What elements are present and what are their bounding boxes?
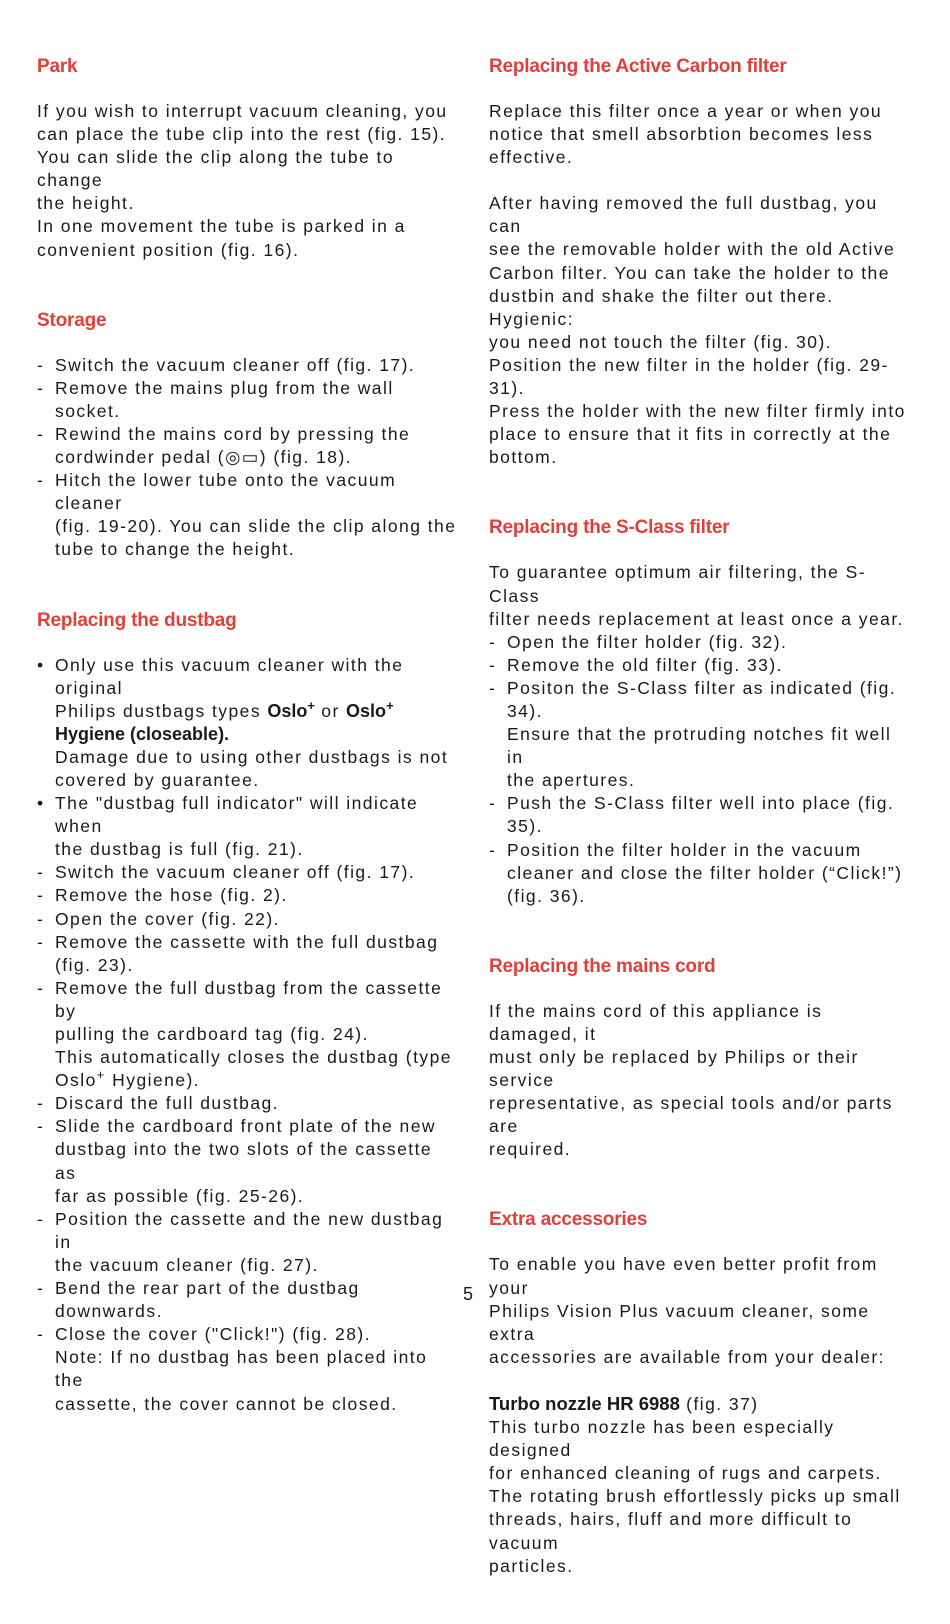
- list-item: [489, 839, 914, 908]
- dash-marker: -: [37, 1208, 45, 1229]
- storage-list: [37, 354, 457, 562]
- park-body: [37, 100, 457, 262]
- dash-marker: -: [489, 839, 497, 860]
- list-item: [37, 469, 457, 561]
- carbon-heading: Replacing the Active Carbon filter: [489, 56, 787, 77]
- paragraph-line: notice that smell absorbtion becomes less: [489, 124, 874, 145]
- list-item-text: Positon the S-Class filter as indicated (fig. 34).: [507, 677, 897, 721]
- list-item: [37, 884, 457, 907]
- park-line: convenient position (fig. 16).: [37, 239, 300, 260]
- dash-marker: -: [37, 1093, 45, 1114]
- list-item-text: cleaner and close the filter holder (“Click!”): [507, 862, 903, 883]
- list-item-text: Discard the full dustbag.: [55, 1093, 279, 1114]
- paragraph-line: accessories are available from your dealer:: [489, 1346, 885, 1367]
- list-item: [37, 931, 457, 977]
- list-item-text: Position the cassette and the new dustbag in: [55, 1208, 444, 1252]
- list-item-text: the dustbag is full (fig. 21).: [55, 839, 304, 860]
- dash-marker: -: [37, 862, 45, 883]
- product-name: Oslo+: [346, 697, 394, 721]
- paragraph-line: filter needs replacement at least once a year.: [489, 608, 904, 629]
- dash-marker: -: [489, 654, 497, 675]
- list-item: [37, 908, 457, 931]
- list-item: [489, 654, 914, 677]
- list-item-text: tube to change the height.: [55, 539, 296, 560]
- left-column: [37, 54, 457, 1462]
- product-name: Hygiene (closeable).: [55, 723, 230, 744]
- paragraph-line: place to ensure that it fits in correctly at the: [489, 424, 892, 445]
- paragraph-line: representative, as special tools and/or parts are: [489, 1093, 893, 1137]
- paragraph-line: for enhanced cleaning of rugs and carpets.: [489, 1463, 882, 1484]
- park-line: You can slide the clip along the tube to change: [37, 147, 395, 191]
- list-item-text: [55, 723, 457, 746]
- turbo-nozzle-title: Turbo nozzle HR 6988 (fig. 37): [489, 1392, 759, 1414]
- sclass-section: [489, 515, 914, 907]
- dash-marker: -: [37, 908, 45, 929]
- park-line: In one movement the tube is parked in a: [37, 216, 406, 237]
- list-item: [37, 1115, 457, 1207]
- list-item-text: Push the S-Class filter well into place (fig. 35).: [507, 793, 895, 837]
- list-item-text: The "dustbag full indicator" will indicate when: [55, 793, 419, 837]
- list-item: [489, 677, 914, 792]
- dash-marker: -: [37, 1116, 45, 1137]
- bullet-marker: •: [37, 793, 45, 814]
- product-name: Oslo+: [267, 697, 315, 721]
- list-item: [37, 1208, 457, 1277]
- dustbag-section: [37, 608, 457, 1416]
- dash-marker: -: [37, 354, 45, 375]
- list-item-text: Philips dustbags types Oslo+ or Oslo+: [55, 697, 394, 721]
- list-item: [37, 354, 457, 377]
- sclass-heading: Replacing the S-Class filter: [489, 517, 730, 539]
- dash-marker: -: [489, 677, 497, 698]
- park-line: If you wish to interrupt vacuum cleaning, you: [37, 101, 448, 121]
- list-item: [489, 792, 914, 838]
- dash-marker: -: [37, 931, 45, 952]
- paragraph-line: If the mains cord of this appliance is damaged, it: [489, 1000, 823, 1044]
- list-item-text: dustbag into the two slots of the cassette as: [55, 1139, 433, 1183]
- list-item-text: Close the cover ("Click!") (fig. 28).: [55, 1324, 372, 1345]
- paragraph-gap: [489, 1369, 914, 1392]
- list-item: [489, 631, 914, 654]
- paragraph-line: required.: [489, 1139, 572, 1160]
- paragraph-line: This turbo nozzle has been especially designed: [489, 1417, 835, 1461]
- list-item-text: cassette, the cover cannot be closed.: [55, 1393, 398, 1414]
- list-item-text: Ensure that the protruding notches fit well in: [507, 724, 892, 768]
- list-item-text: Open the cover (fig. 22).: [55, 908, 280, 929]
- list-item-text: the vacuum cleaner (fig. 27).: [55, 1254, 319, 1275]
- extra-section: [489, 1207, 914, 1577]
- list-item: [37, 792, 457, 861]
- dash-marker: -: [37, 470, 45, 491]
- list-item-text: the apertures.: [507, 770, 636, 791]
- list-item-text: Remove the hose (fig. 2).: [55, 885, 288, 906]
- extra-heading: Extra accessories: [489, 1209, 648, 1231]
- extra-body: [489, 1253, 914, 1577]
- list-item-text: Remove the old filter (fig. 33).: [507, 654, 783, 675]
- mains-body: [489, 1000, 914, 1162]
- dustbag-heading: Replacing the dustbag: [37, 609, 237, 631]
- list-item-text: Slide the cardboard front plate of the new: [55, 1116, 436, 1137]
- park-section: [37, 54, 457, 262]
- paragraph-line: effective.: [489, 147, 574, 168]
- list-item-text: Switch the vacuum cleaner off (fig. 17).: [55, 862, 416, 883]
- list-item: [37, 654, 457, 793]
- list-item-text: Only use this vacuum cleaner with the original: [55, 654, 404, 698]
- list-item: [37, 1092, 457, 1115]
- list-item-text: Remove the mains plug from the wall socket.: [55, 377, 394, 421]
- paragraph-line: you need not touch the filter (fig. 30).: [489, 331, 833, 352]
- paragraph-line: The rotating brush effortlessly picks up small: [489, 1486, 901, 1507]
- paragraph-line: Carbon filter. You can take the holder to the: [489, 262, 890, 283]
- list-item-text: Open the filter holder (fig. 32).: [507, 631, 788, 652]
- paragraph-line: Philips Vision Plus vacuum cleaner, some extra: [489, 1300, 870, 1344]
- paragraph-line: To guarantee optimum air filtering, the S-Class: [489, 562, 867, 606]
- paragraph-line: dustbin and shake the filter out there. Hygienic:: [489, 285, 834, 329]
- paragraph-line: To enable you have even better profit from your: [489, 1254, 878, 1298]
- list-item-text: far as possible (fig. 25-26).: [55, 1185, 305, 1206]
- list-item-text: (fig. 19-20). You can slide the clip along the: [55, 516, 457, 537]
- list-item-text: Rewind the mains cord by pressing the: [55, 423, 411, 444]
- paragraph-line: see the removable holder with the old Active: [489, 239, 896, 260]
- mains-heading: Replacing the mains cord: [489, 955, 716, 977]
- list-item-text: Note: If no dustbag has been placed into the: [55, 1347, 428, 1391]
- paragraph-line: threads, hairs, fluff and more difficult to vacuum: [489, 1509, 853, 1553]
- list-item-text: Remove the cassette with the full dustbag: [55, 931, 439, 952]
- page-number: 5: [463, 1284, 474, 1304]
- dash-marker: -: [37, 423, 45, 444]
- storage-section: [37, 308, 457, 562]
- paragraph-line: Replace this filter once a year or when you: [489, 101, 883, 121]
- paragraph-gap: [489, 169, 914, 192]
- dash-marker: -: [37, 1278, 45, 1299]
- list-item: [37, 861, 457, 884]
- park-line: can place the tube clip into the rest (fig. 15).: [37, 124, 447, 145]
- paragraph-line: After having removed the full dustbag, you can: [489, 193, 878, 237]
- list-item-text: Hitch the lower tube onto the vacuum cleaner: [55, 470, 397, 514]
- list-item-text: Bend the rear part of the dustbag downwards.: [55, 1278, 360, 1322]
- list-item: [37, 377, 457, 423]
- dash-marker: -: [37, 885, 45, 906]
- paragraph-line: Press the holder with the new filter firmly into: [489, 401, 906, 422]
- list-item-text: Remove the full dustbag from the cassette by: [55, 977, 443, 1021]
- list-item-text: cordwinder pedal (◎▭) (fig. 18).: [55, 447, 353, 468]
- list-item-text: Oslo+ Hygiene).: [55, 1067, 201, 1091]
- dash-marker: -: [37, 377, 45, 398]
- storage-heading: Storage: [37, 309, 107, 331]
- carbon-body: [489, 100, 914, 469]
- carbon-section: [489, 54, 914, 469]
- park-heading: Park: [37, 56, 78, 77]
- dash-marker: -: [37, 1324, 45, 1345]
- list-item: [37, 1277, 457, 1323]
- paragraph-line: particles.: [489, 1555, 574, 1576]
- sclass-body: [489, 561, 914, 907]
- list-item-text: (fig. 23).: [55, 954, 134, 975]
- list-item-text: This automatically closes the dustbag (type: [55, 1047, 452, 1068]
- list-item-text: (fig. 36).: [507, 885, 586, 906]
- paragraph-line: bottom.: [489, 447, 558, 468]
- list-item: [37, 1323, 457, 1415]
- park-line: the height.: [37, 193, 135, 214]
- list-item-text: covered by guarantee.: [55, 769, 260, 790]
- right-column: [489, 54, 914, 1624]
- mains-section: [489, 954, 914, 1162]
- dustbag-list: [37, 654, 457, 1416]
- dash-marker: -: [37, 977, 45, 998]
- dash-marker: -: [489, 793, 497, 814]
- list-item-text: pulling the cardboard tag (fig. 24).: [55, 1024, 369, 1044]
- paragraph-line: must only be replaced by Philips or their service: [489, 1047, 859, 1091]
- bullet-marker: •: [37, 654, 45, 675]
- list-item-text: Position the filter holder in the vacuum: [507, 839, 862, 860]
- paragraph-line: Position the new filter in the holder (fig. 29-31).: [489, 354, 889, 399]
- list-item: [37, 423, 457, 469]
- dash-marker: -: [489, 631, 497, 652]
- list-item-text: Switch the vacuum cleaner off (fig. 17).: [55, 354, 416, 375]
- list-item: [37, 977, 457, 1092]
- list-item-text: Damage due to using other dustbags is not: [55, 746, 449, 767]
